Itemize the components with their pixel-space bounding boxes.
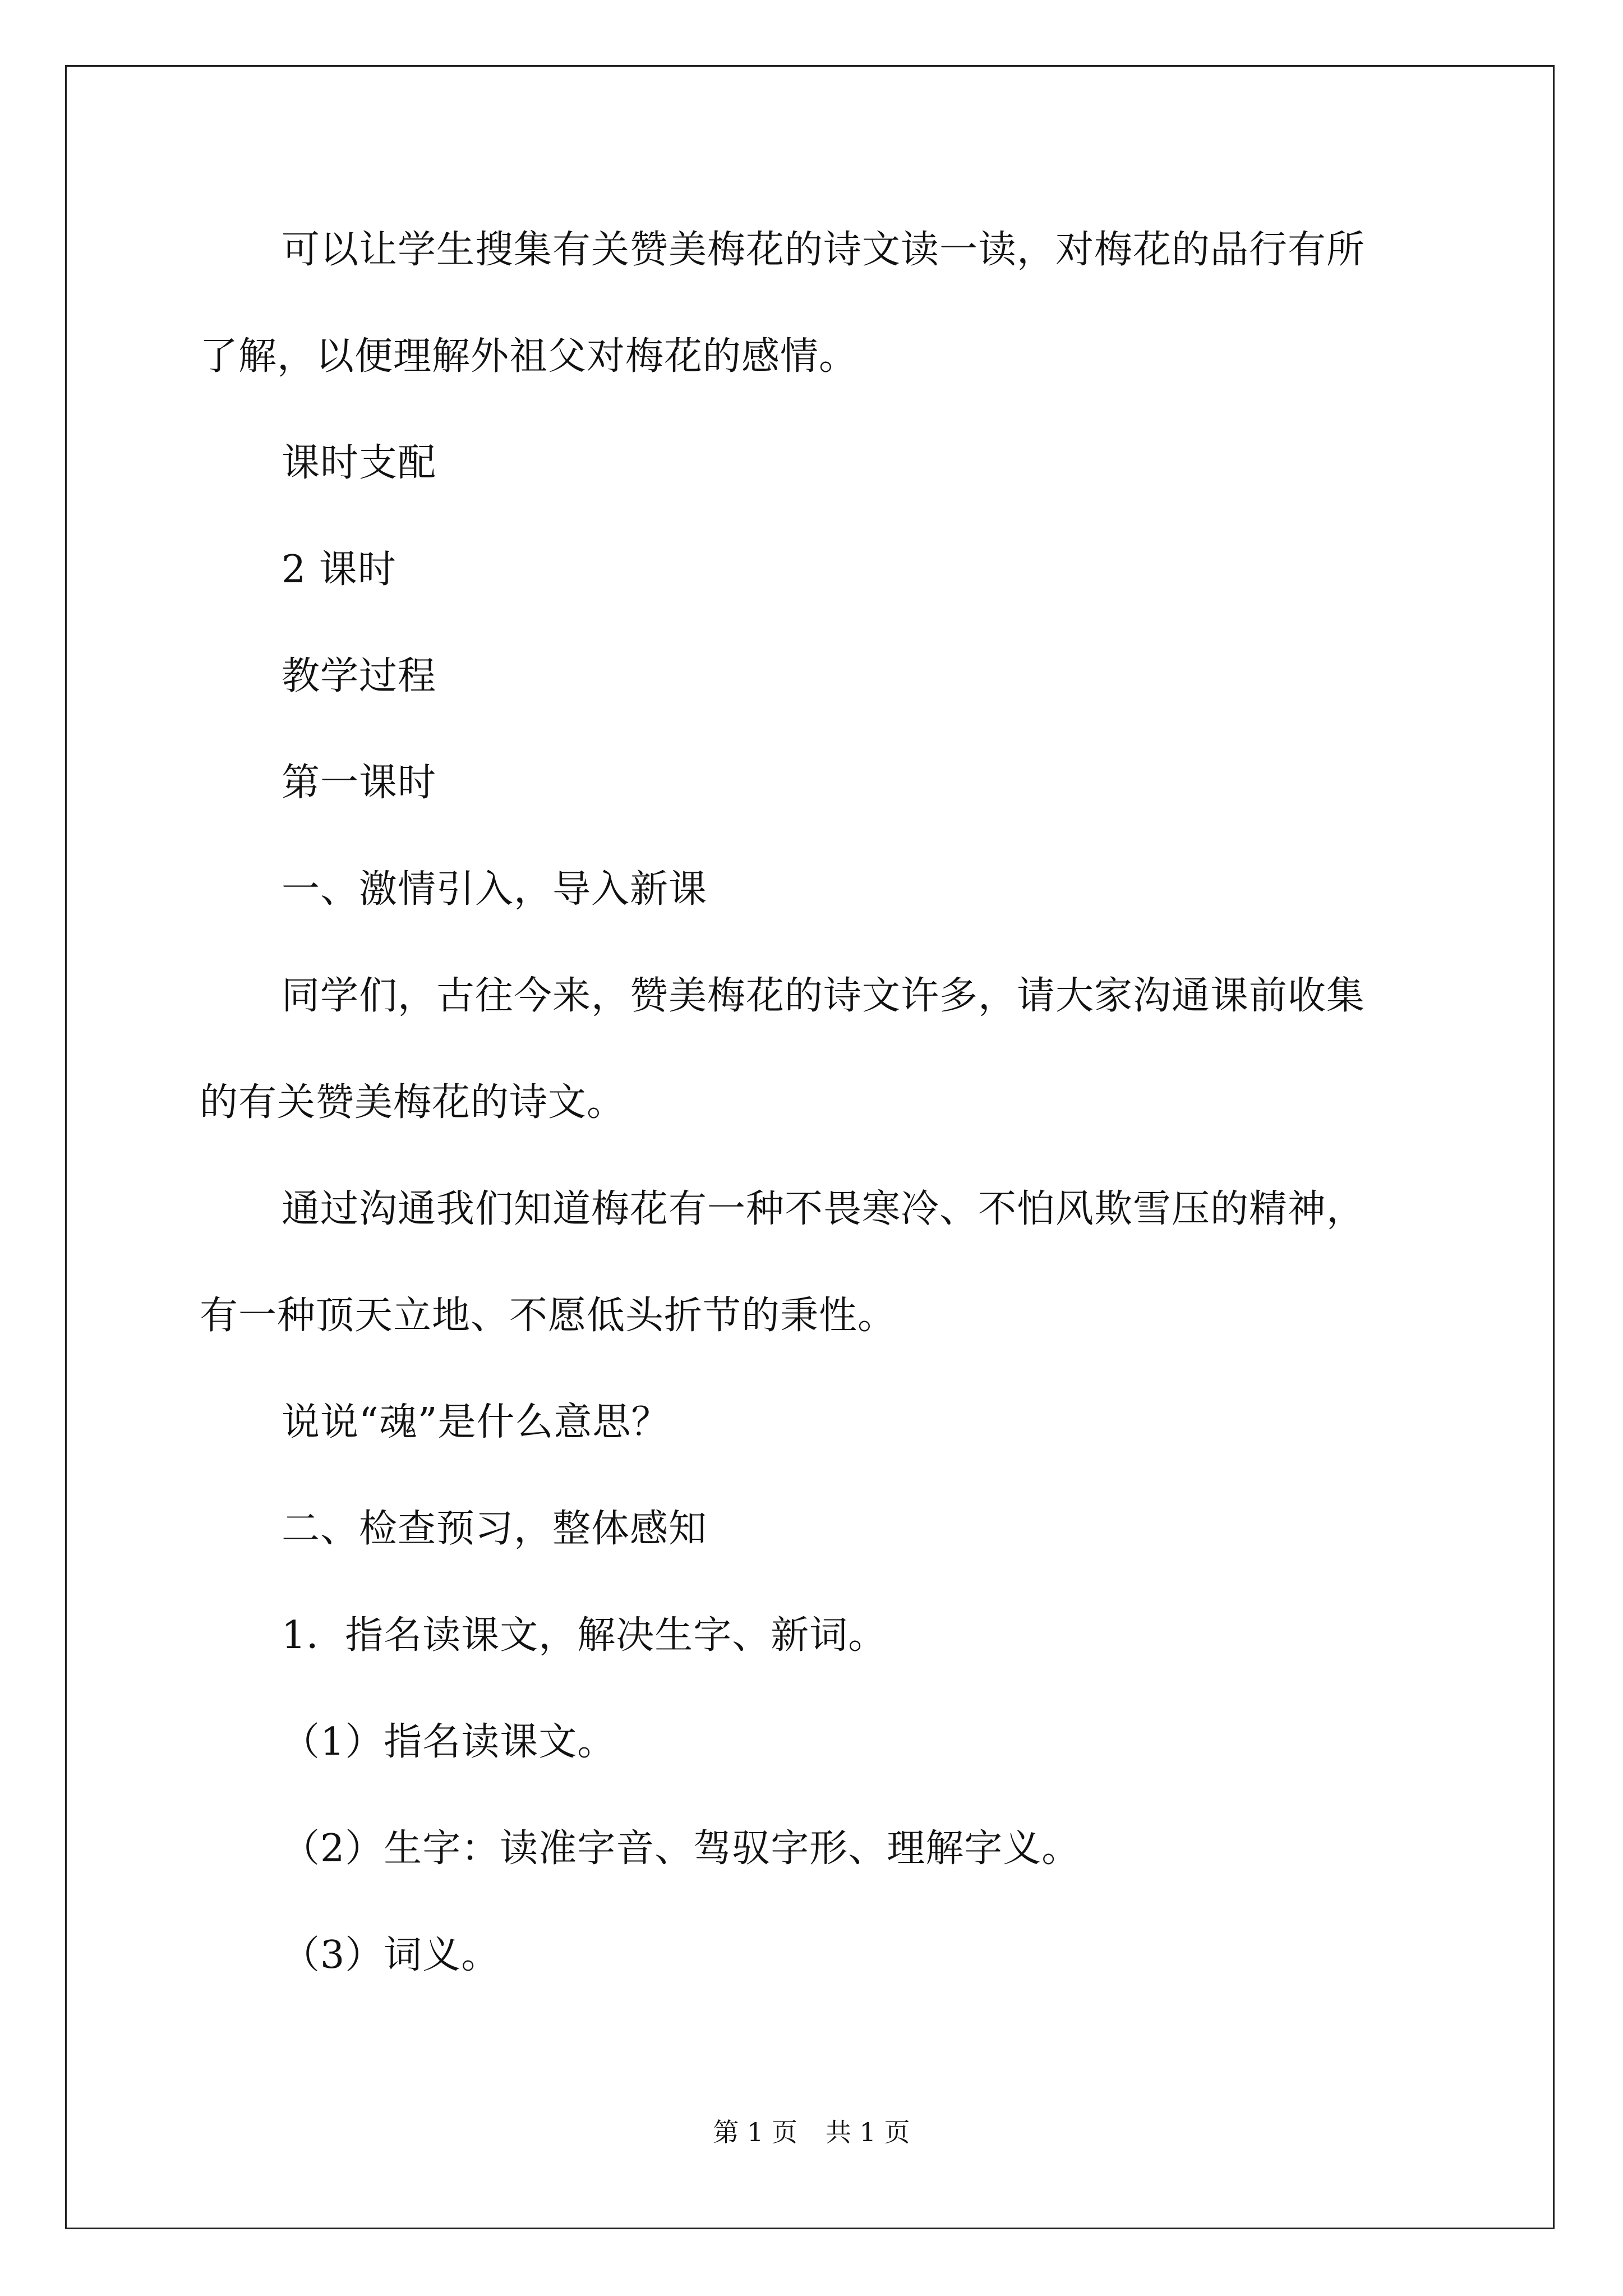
section-heading: 教学过程 [282, 654, 437, 698]
page-number: 第 1 页 [713, 2117, 797, 2147]
section-heading: 一、激情引入，导入新课 [282, 867, 708, 912]
list-item: （2）生字：读准字音、驾驭字形、理解字义。 [282, 1826, 1081, 1871]
list-item: 1．指名读课文，解决生字、新词。 [282, 1613, 887, 1658]
paragraph-line: 通过沟通我们知道梅花有一种不畏寒冷、不怕风欺雪压的精神， [282, 1187, 1366, 1231]
section-heading: 二、检查预习，整体感知 [282, 1507, 708, 1551]
paragraph-line: 同学们，古往今来，赞美梅花的诗文许多，请大家沟通课前收集 [282, 974, 1366, 1018]
paragraph-line: 2 课时 [282, 547, 396, 592]
section-heading: 课时支配 [282, 441, 437, 485]
paragraph-line: 可以让学生搜集有关赞美梅花的诗文读一读，对梅花的品行有所 [282, 228, 1366, 272]
section-heading: 第一课时 [282, 761, 437, 805]
page-footer [0, 2119, 1623, 2145]
page-border [65, 65, 1555, 2229]
list-item: （3）词义。 [282, 1933, 500, 1977]
list-item: （1）指名读课文。 [282, 1720, 616, 1764]
paragraph-line: 有一种顶天立地、不愿低头折节的秉性。 [200, 1294, 897, 1338]
page-total: 共 1 页 [826, 2117, 910, 2147]
paragraph-line: 了解，以便理解外祖父对梅花的感情。 [200, 334, 858, 379]
paragraph-line: 说说“魂”是什么意思？ [282, 1400, 670, 1444]
paragraph-line: 的有关赞美梅花的诗文。 [200, 1080, 626, 1125]
